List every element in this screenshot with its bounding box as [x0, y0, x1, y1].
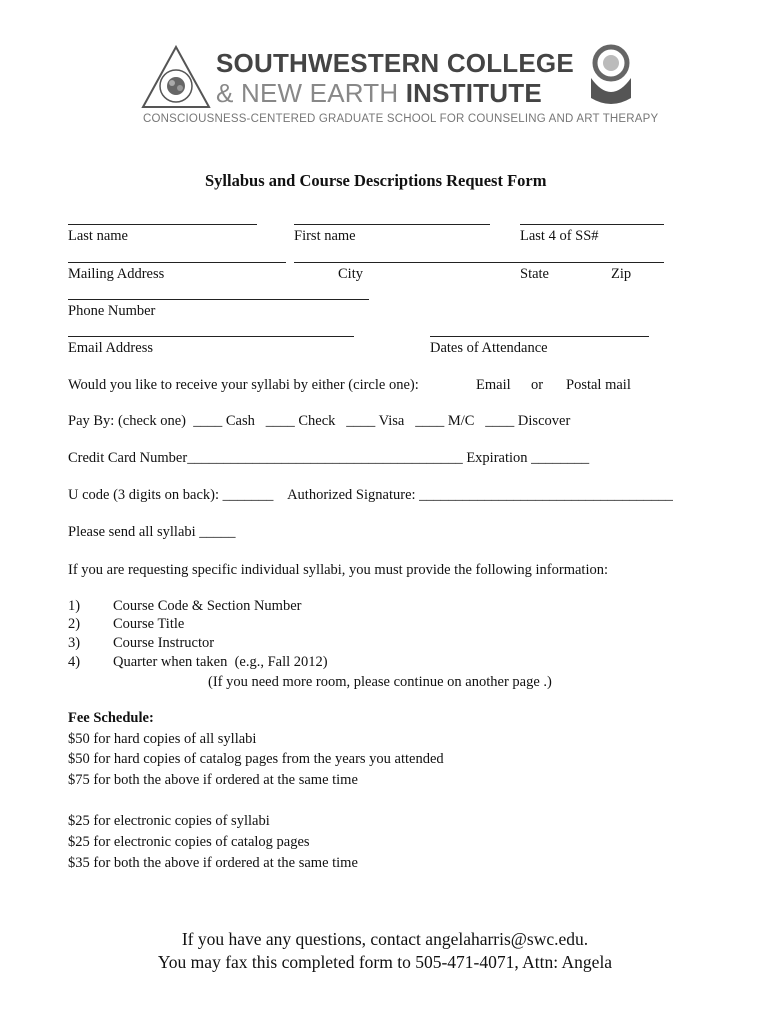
list-item: Course Code & Section Number	[113, 598, 302, 614]
email-label: Email Address	[68, 340, 153, 356]
receive-question: Would you like to receive your syllabi by either (circle one):	[68, 377, 419, 393]
dates-field[interactable]	[430, 336, 649, 337]
phone-field[interactable]	[68, 299, 369, 300]
email-field[interactable]	[68, 336, 354, 337]
phone-label: Phone Number	[68, 303, 156, 319]
fee-line: $35 for both the above if ordered at the same time	[68, 855, 358, 871]
list-item: Course Title	[113, 616, 185, 632]
form-title: Syllabus and Course Descriptions Request Form	[205, 171, 547, 190]
college-name-line2: & NEW EARTH INSTITUTE	[216, 78, 542, 108]
first-name-label: First name	[294, 228, 356, 244]
fee-line: $50 for hard copies of all syllabi	[68, 731, 257, 747]
receive-postal-option[interactable]: Postal mail	[566, 377, 631, 393]
receive-or: or	[531, 377, 544, 393]
college-name-line1: SOUTHWESTERN COLLEGE	[216, 48, 574, 78]
credit-card-row[interactable]: Credit Card Number______________________________________ Expiration ________	[68, 450, 590, 466]
list-item: Quarter when taken (e.g., Fall 2012)	[113, 654, 328, 670]
mailing-address-label: Mailing Address	[68, 266, 165, 282]
list-item-num: 3)	[68, 635, 81, 651]
pay-by-row[interactable]: Pay By: (check one) ____ Cash ____ Check ____ Visa ____ M/C ____ Discover	[68, 413, 571, 429]
fee-line: $75 for both the above if ordered at the same time	[68, 772, 358, 788]
city-label: City	[338, 266, 363, 282]
fee-line: $25 for electronic copies of catalog pages	[68, 834, 310, 850]
fee-line: $50 for hard copies of catalog pages from the years you attended	[68, 751, 444, 767]
list-item-num: 1)	[68, 598, 81, 614]
zip-label: Zip	[611, 266, 632, 282]
moon-emblem-icon	[588, 44, 634, 110]
list-item-num: 4)	[68, 654, 81, 670]
ss-label: Last 4 of SS#	[520, 228, 599, 244]
state-label: State	[520, 266, 549, 282]
fee-schedule-heading: Fee Schedule:	[68, 710, 154, 726]
contact-note: If you have any questions, contact angelaharris@swc.edu.	[181, 929, 589, 949]
send-all-row[interactable]: Please send all syllabi _____	[68, 524, 236, 540]
last-name-label: Last name	[68, 228, 128, 244]
specific-request-note: If you are requesting specific individual syllabi, you must provide the following information:	[68, 562, 609, 578]
ss-field[interactable]	[520, 224, 664, 225]
first-name-field[interactable]	[294, 224, 490, 225]
triangle-emblem-icon	[140, 44, 212, 110]
fee-line: $25 for electronic copies of syllabi	[68, 813, 270, 829]
dates-label: Dates of Attendance	[430, 340, 548, 356]
receive-email-option[interactable]: Email	[476, 377, 511, 393]
list-item: Course Instructor	[113, 635, 215, 651]
mailing-address-field[interactable]	[68, 262, 286, 263]
college-tagline: CONSCIOUSNESS-CENTERED GRADUATE SCHOOL FOR COUNSELING AND ART THERAPY	[143, 113, 659, 125]
ucode-signature-row[interactable]: U code (3 digits on back): _______ Authorized Signature: ___________________________________	[68, 487, 673, 503]
last-name-field[interactable]	[68, 224, 257, 225]
more-room-note: (If you need more room, please continue on another page .)	[208, 674, 552, 690]
list-item-num: 2)	[68, 616, 81, 632]
city-state-zip-field[interactable]	[294, 262, 664, 263]
fax-note: You may fax this completed form to 505-471-4071, Attn: Angela	[157, 952, 613, 972]
